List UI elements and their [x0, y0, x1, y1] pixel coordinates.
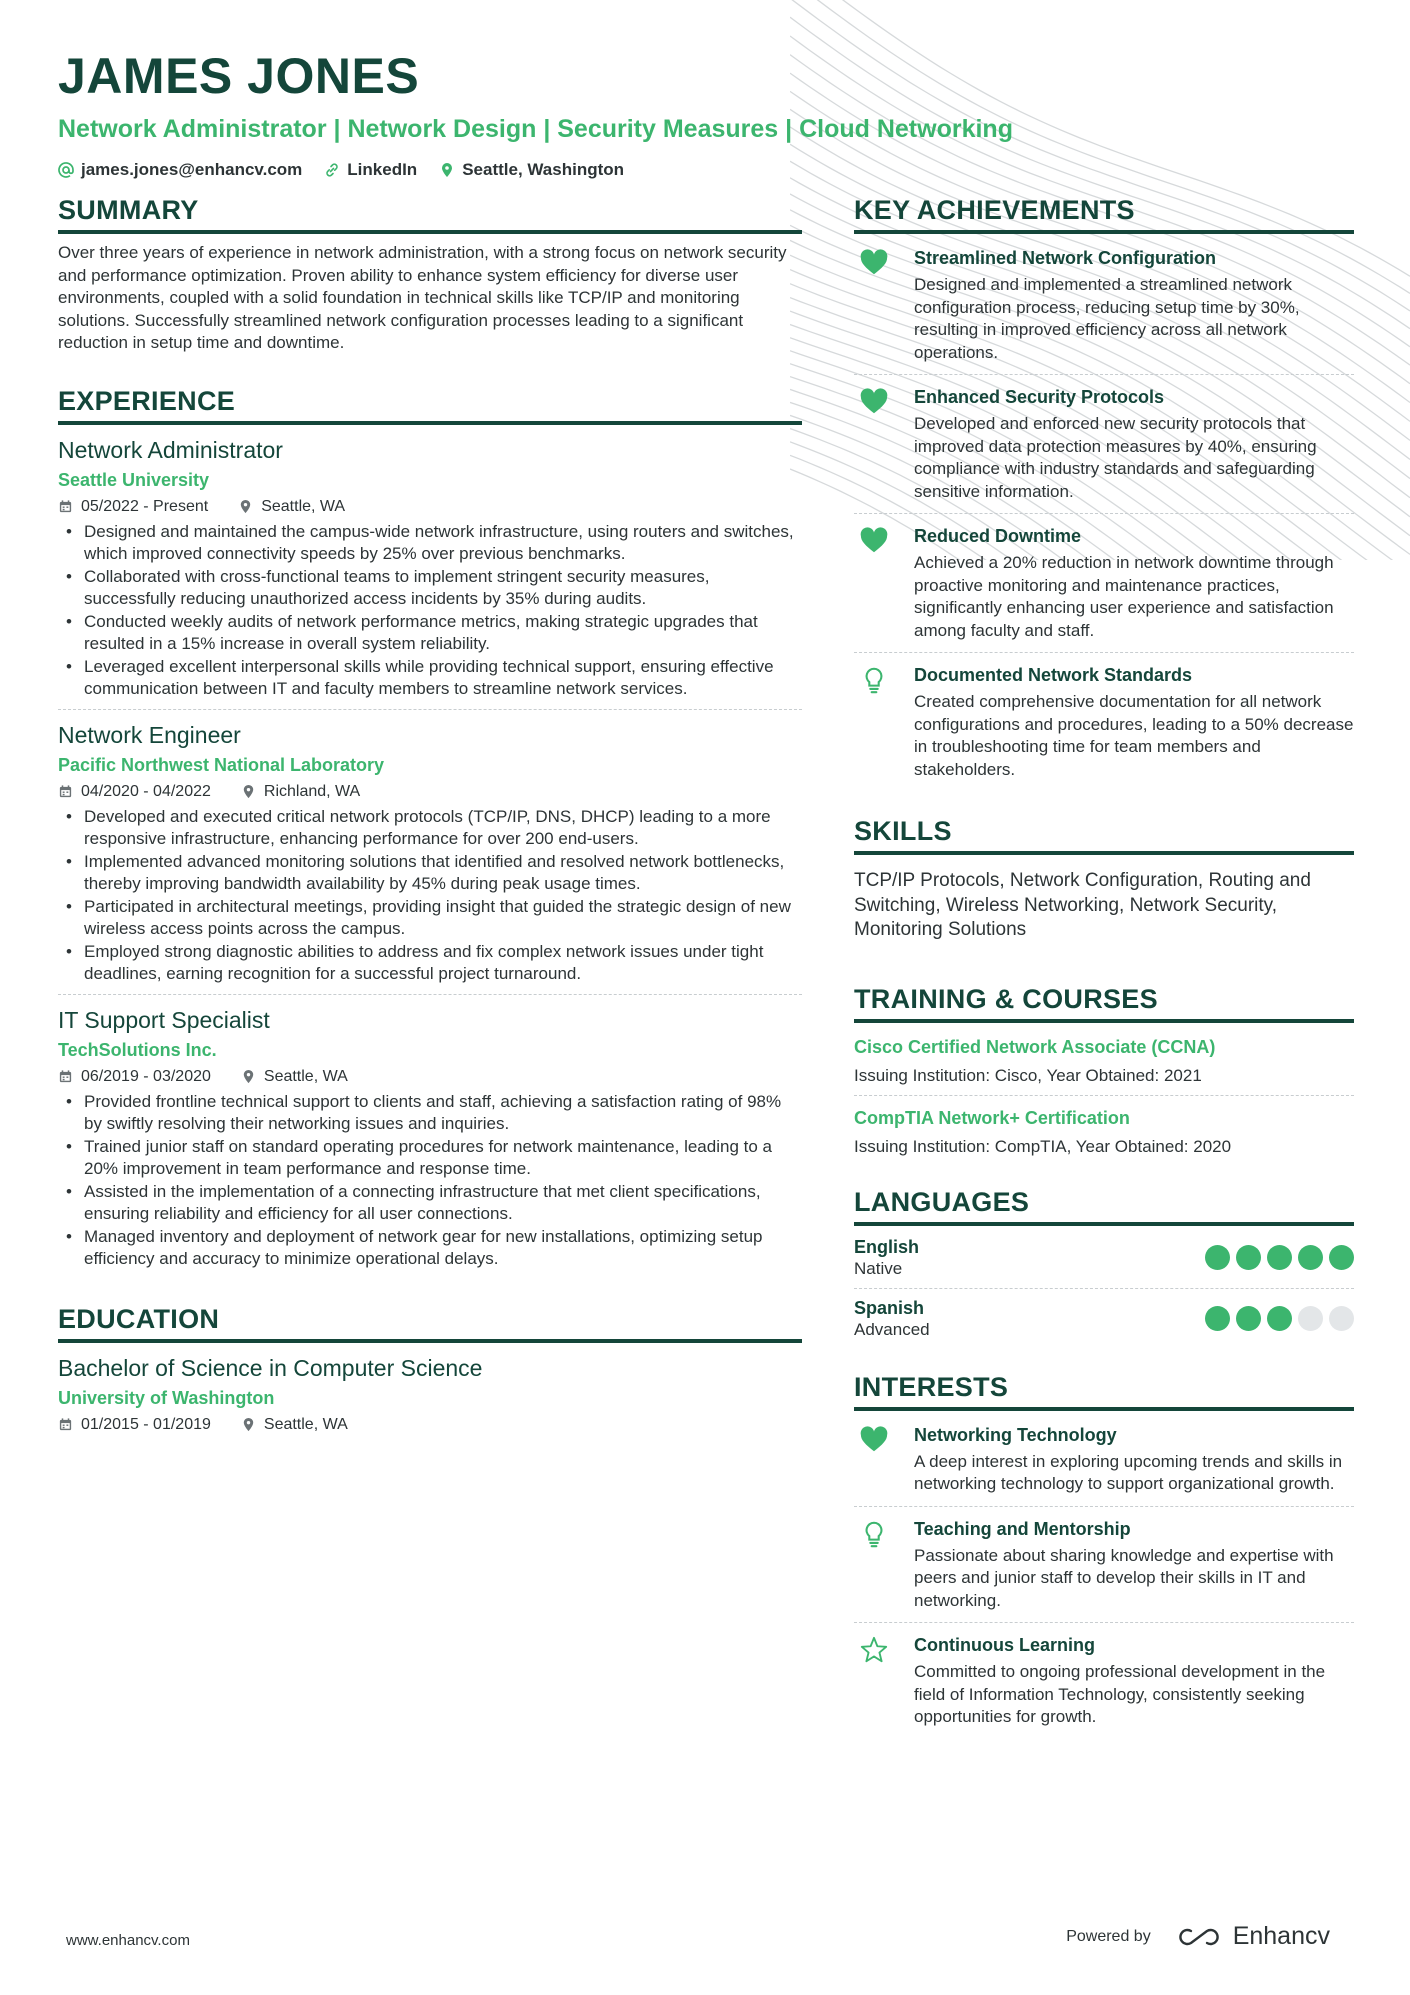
- education-location: [241, 1414, 348, 1436]
- achievements-item: [854, 236, 1354, 374]
- job-location-text: Richland, WA: [263, 782, 361, 800]
- proficiency-dot: [1267, 1245, 1292, 1270]
- contact-linkedin-text: LinkedIn: [347, 160, 418, 179]
- language-item: [854, 1288, 1354, 1349]
- job-bullets: [58, 1091, 802, 1271]
- star-icon: [854, 1633, 894, 1729]
- proficiency-rating: [1205, 1306, 1354, 1331]
- calendar-icon: [58, 1417, 73, 1432]
- powered-by-label: Powered by: [1066, 1927, 1151, 1945]
- at-icon: [58, 162, 74, 178]
- achievements-item-title: Enhanced Security Protocols: [914, 387, 1165, 407]
- job-dates: [58, 781, 211, 803]
- link-icon: [324, 162, 340, 178]
- experience-entry: [58, 435, 802, 710]
- summary-text: Over three years of experience in network administration, with a strong focus on network security and performance optimization. Proven ability to enhance system efficiency for diverse user environments, coupled with a solid foundation in technical skills like TCP/IP and monitoring solutions. Successfully streamlined network configuration processes leading to a significant reduction in setup time and downtime.: [58, 243, 787, 352]
- candidate-headline: Network Administrator | Network Design | Security Measures | Cloud Networking: [58, 115, 1013, 143]
- lightbulb-icon: [854, 1517, 894, 1613]
- education-location-text: Seattle, WA: [263, 1415, 348, 1433]
- heart-icon: [854, 1423, 894, 1496]
- proficiency-rating: [1205, 1245, 1354, 1270]
- achievements-item-title: Documented Network Standards: [914, 665, 1193, 685]
- job-bullet: • Participated in architectural meetings, providing insight that guided the strategic design of new wireless access points across the campus.: [58, 896, 802, 941]
- interests-item-title: Continuous Learning: [914, 1635, 1095, 1655]
- heart-icon: [854, 524, 894, 642]
- summary-heading: SUMMARY: [58, 194, 802, 234]
- candidate-name: JAMES JONES: [58, 48, 420, 104]
- job-title: IT Support Specialist: [58, 1006, 270, 1033]
- proficiency-dot: [1329, 1245, 1354, 1270]
- location-pin-icon: [241, 1417, 256, 1432]
- interests-item-title: Networking Technology: [914, 1424, 1117, 1445]
- job-bullet: • Collaborated with cross-functional teams to implement stringent security measures, successfully reducing unauthorized access incidents by 35% during audits.: [58, 566, 802, 611]
- achievements-item: [854, 652, 1354, 791]
- proficiency-dot: [1205, 1245, 1230, 1270]
- education-dates: [58, 1414, 211, 1436]
- job-location: [238, 496, 345, 518]
- contact-location-text: Seattle, Washington: [462, 160, 625, 179]
- education-entry: [58, 1353, 802, 1436]
- location-pin-icon: [238, 499, 253, 514]
- job-bullet: • Implemented advanced monitoring solutions that identified and resolved network bottlenecks, thereby improving bandwidth availability by 45% during peak usage times.: [58, 851, 802, 896]
- location-pin-icon: [241, 1069, 256, 1084]
- language-name: Spanish: [854, 1297, 925, 1318]
- proficiency-dot: [1267, 1306, 1292, 1331]
- lightbulb-icon: [854, 663, 894, 781]
- training-heading: TRAINING & COURSES: [854, 983, 1354, 1023]
- divider: [58, 994, 802, 995]
- achievements-item-desc: Designed and implemented a streamlined network configuration process, reducing setup time by 30%, resulting in improved efficiency across all network operations.: [914, 275, 1300, 362]
- course-title: Cisco Certified Network Associate (CCNA): [854, 1036, 1216, 1057]
- proficiency-dot: [1236, 1306, 1261, 1331]
- calendar-icon: [58, 1069, 73, 1084]
- achievements-item-title: Reduced Downtime: [914, 526, 1082, 546]
- job-dates-text: 05/2022 - Present: [81, 497, 209, 515]
- language-level: Native: [854, 1258, 903, 1278]
- job-location-text: Seattle, WA: [263, 1067, 348, 1085]
- left-column: [58, 194, 802, 1436]
- interests-item-desc: Passionate about sharing knowledge and expertise with peers and junior staff to develop their skills in IT and networking.: [914, 1545, 1334, 1610]
- job-bullet: • Employed strong diagnostic abilities to address and fix complex network issues under tight deadlines, earning recognition for a successful project turnaround.: [58, 941, 802, 986]
- education-meta: [58, 1414, 802, 1436]
- job-title: Network Engineer: [58, 721, 241, 748]
- education-dates-text: 01/2015 - 01/2019: [81, 1415, 211, 1433]
- company-name: Pacific Northwest National Laboratory: [58, 754, 385, 775]
- job-location-text: Seattle, WA: [261, 497, 346, 515]
- education-heading: EDUCATION: [58, 1303, 802, 1343]
- course-desc: Issuing Institution: Cisco, Year Obtained: 2021: [854, 1065, 1202, 1085]
- job-bullet: • Conducted weekly audits of network performance metrics, making strategic upgrades that resulted in a 15% increase in overall system reliability.: [58, 611, 802, 656]
- job-dates: [58, 496, 208, 518]
- interests-item: [854, 1506, 1354, 1623]
- achievements-item-title: Streamlined Network Configuration: [914, 248, 1217, 268]
- interests-item-title: Teaching and Mentorship: [914, 1518, 1131, 1539]
- achievements-list: [854, 236, 1354, 791]
- skills-heading: SKILLS: [854, 815, 1354, 855]
- achievements-item-desc: Achieved a 20% reduction in network downtime through proactive monitoring and maintenance practices, significantly enhancing user experience and satisfaction among faculty and staff.: [914, 553, 1334, 640]
- experience-list: [58, 435, 802, 1271]
- interests-item-desc: Committed to ongoing professional development in the field of Information Technology, consistently seeking opportunities for growth.: [914, 1662, 1326, 1726]
- contact-linkedin[interactable]: [324, 160, 417, 180]
- job-bullet: • Provided frontline technical support to clients and staff, achieving a satisfaction rating of 98% by swiftly resolving their networking issues and inquiries.: [58, 1091, 802, 1136]
- interests-item: [854, 1622, 1354, 1739]
- achievements-item: [854, 374, 1354, 513]
- job-dates-text: 06/2019 - 03/2020: [81, 1067, 211, 1085]
- proficiency-dot: [1236, 1245, 1261, 1270]
- interests-item-desc: A deep interest in exploring upcoming trends and skills in networking technology to support organizational growth.: [914, 1451, 1343, 1493]
- job-dates-text: 04/2020 - 04/2022: [81, 782, 211, 800]
- job-title: Network Administrator: [58, 436, 283, 463]
- contact-location: [439, 160, 624, 180]
- job-bullet: • Developed and executed critical network protocols (TCP/IP, DNS, DHCP) leading to a more responsive infrastructure, enhancing performance for over 200 end-users.: [58, 806, 802, 851]
- job-bullets: [58, 806, 802, 986]
- proficiency-dot: [1205, 1306, 1230, 1331]
- achievements-item-desc: Created comprehensive documentation for all network configurations and procedures, leading to a 50% decrease in troubleshooting time for team members and stakeholders.: [914, 692, 1354, 779]
- job-dates: [58, 1066, 211, 1088]
- achievements-heading: KEY ACHIEVEMENTS: [854, 194, 1354, 234]
- job-bullet: • Designed and maintained the campus-wide network infrastructure, using routers and switches, which improved connectivity speeds by 25% over previous benchmarks.: [58, 521, 802, 566]
- divider: [58, 709, 802, 710]
- degree-title: Bachelor of Science in Computer Science: [58, 1354, 483, 1381]
- contact-email-text: james.jones@enhancv.com: [81, 160, 303, 179]
- training-list: [854, 1025, 1354, 1166]
- achievements-item-desc: Developed and enforced new security protocols that improved data protection measures by 40%, ensuring compliance with industry standards and safeguarding sensitive information.: [914, 414, 1317, 501]
- job-location: [241, 781, 360, 803]
- calendar-icon: [58, 784, 73, 799]
- location-pin-icon: [439, 162, 455, 178]
- job-meta: [58, 496, 802, 518]
- company-name: TechSolutions Inc.: [58, 1039, 217, 1060]
- job-meta: [58, 1066, 802, 1088]
- job-bullet: • Assisted in the implementation of a connecting infrastructure that met client specifications, ensuring reliability and efficiency for all user connections.: [58, 1181, 802, 1226]
- course-item: [854, 1025, 1354, 1095]
- resume-page: [58, 48, 1354, 1726]
- languages-list: [854, 1228, 1354, 1349]
- job-bullet: • Trained junior staff on standard operating procedures for network maintenance, leading to a 20% improvement in team performance and response time.: [58, 1136, 802, 1181]
- interests-list: [854, 1413, 1354, 1739]
- course-item: [854, 1095, 1354, 1166]
- language-name: English: [854, 1236, 920, 1257]
- experience-entry: [58, 720, 802, 995]
- job-meta: [58, 781, 802, 803]
- company-name: Seattle University: [58, 469, 210, 490]
- job-bullet: • Leveraged excellent interpersonal skills while providing technical support, ensuring effective communication between IT and faculty members to streamline network services.: [58, 656, 802, 701]
- enhancv-logo[interactable]: [1177, 1922, 1330, 1951]
- job-location: [241, 1066, 348, 1088]
- footer-website[interactable]: www.enhancv.com: [66, 1932, 190, 1949]
- languages-heading: LANGUAGES: [854, 1186, 1354, 1226]
- enhancv-logo-icon: [1177, 1926, 1223, 1948]
- contact-email[interactable]: [58, 160, 302, 180]
- experience-heading: EXPERIENCE: [58, 385, 802, 425]
- contact-row: [58, 160, 1352, 180]
- job-bullets: [58, 521, 802, 701]
- language-level: Advanced: [854, 1319, 930, 1339]
- proficiency-dot: [1329, 1306, 1354, 1331]
- job-bullet: • Managed inventory and deployment of network gear for new installations, optimizing setup efficiency and accuracy to minimize operational delays.: [58, 1226, 802, 1271]
- heart-icon: [854, 385, 894, 503]
- proficiency-dot: [1298, 1245, 1323, 1270]
- achievements-item: [854, 513, 1354, 652]
- interests-heading: INTERESTS: [854, 1371, 1354, 1411]
- location-pin-icon: [241, 784, 256, 799]
- proficiency-dot: [1298, 1306, 1323, 1331]
- course-title: CompTIA Network+ Certification: [854, 1107, 1130, 1128]
- heart-icon: [854, 246, 894, 364]
- course-desc: Issuing Institution: CompTIA, Year Obtained: 2020: [854, 1136, 1232, 1156]
- school-name: University of Washington: [58, 1387, 275, 1408]
- calendar-icon: [58, 499, 73, 514]
- language-item: [854, 1228, 1354, 1288]
- right-column: [854, 194, 1354, 1739]
- enhancv-logo-text: Enhancv: [1232, 1922, 1330, 1950]
- experience-entry: [58, 1005, 802, 1271]
- skills-text: TCP/IP Protocols, Network Configuration, Routing and Switching, Wireless Networking, Network Security, Monitoring Solutions: [854, 870, 1311, 940]
- interests-item: [854, 1413, 1354, 1506]
- footer-branding: [1066, 1922, 1330, 1951]
